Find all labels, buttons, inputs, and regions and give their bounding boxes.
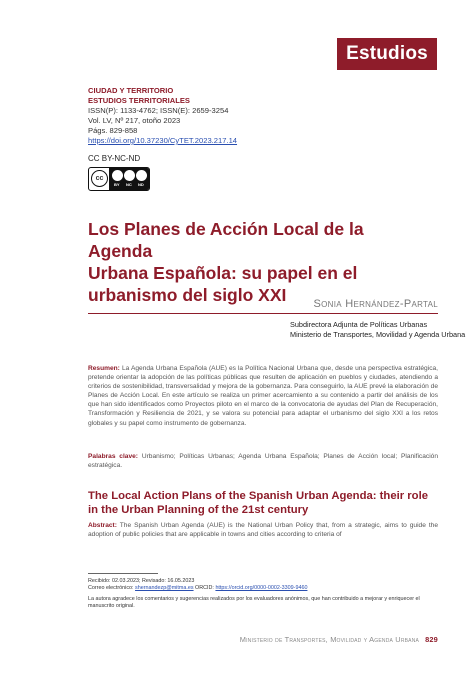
cc-label-by: BY [114,182,120,187]
affiliation-institution: Ministerio de Transportes, Movilidad y Agenda Urbana [290,329,466,339]
journal-meta [88,86,237,146]
cc-label-nc: NC [126,182,132,187]
footnotes [88,578,438,611]
resumen-label: Resumen: [88,365,120,372]
journal-name: CIUDAD Y TERRITORIO [88,86,174,95]
page-footer [240,635,438,644]
orcid-link[interactable]: https://orcid.org/0000-0002-3309-9460 [215,585,308,592]
acknowledgement: La autora agradece los comentarios y sugerencias realizados por los evaluadores anónimos, que han contribuido a mejorar y enriquecer el manuscrito original. [88,595,420,610]
title-line: Urbana Española: su papel en el [88,263,358,283]
palabras-clave [88,452,438,470]
palabras-label: Palabras clave: [88,453,139,460]
pages: Págs. 829-858 [88,126,138,135]
abstract [88,521,438,539]
resumen [88,364,438,428]
email-label: Correo electrónico: [88,585,136,592]
license-text: CC BY-NC-ND [88,154,141,163]
author-name: Sonia Hernández-Partal [313,298,438,310]
by-icon [112,170,123,181]
nd-icon [136,170,147,181]
affiliation-role: Subdirectora Adjunta de Políticas Urbanas [290,320,428,329]
author-rule [88,313,438,314]
page-number: 829 [425,635,438,644]
abstract-label: Abstract: [88,522,117,529]
title-line: urbanismo del siglo XXI [88,285,287,305]
issn: ISSN(P): 1133-4762; ISSN(E): 2659-3254 [88,106,229,115]
author-affiliation [290,320,465,339]
email-link[interactable]: shernandezp@mitma.es [135,585,194,592]
nc-icon [124,170,135,181]
footer-ministry: Ministerio de Transportes, Movilidad y Agenda Urbana [239,635,420,644]
orcid-label: ORCID: [193,585,216,592]
section-badge: Estudios [337,38,437,70]
doi-link[interactable]: https://doi.org/10.37230/CyTET.2023.217.14 [88,136,238,145]
received-dates: Recibido: 02.03.2023; Revisado: 16.05.2023 [88,578,195,584]
cc-icon: cc [91,170,108,187]
cc-label-nd: ND [138,182,144,187]
palabras-text: Urbanismo; Políticas Urbanas; Agenda Urbana Española; Planes de Acción local; Planificación estratégica. [88,453,438,470]
journal-series: ESTUDIOS TERRITORIALES [88,96,190,105]
article-title [88,218,428,306]
volume: Vol. LV, Nº 217, otoño 2023 [88,116,181,125]
abstract-text: The Spanish Urban Agenda (AUE) is the National Urban Policy that, from a strategic, aims to guide the adoption of public policies that are applicable in towns and cities according to criteria of [88,522,438,539]
footnote-rule [88,573,158,574]
cc-license-logo[interactable] [88,167,150,191]
contact-line [88,585,438,592]
resumen-text: La Agenda Urbana Española (AUE) es la Política Nacional Urbana que, desde una perspectiva estratégica, pretende orientar la adopción de las políticas públicas que resulten de aplicación en pueblos y ciudades, atendiendo a criterios de sostenibilidad, transversalidad y mejora de la gobernanza. Para conseguirlo, la AUE prevé la elaboración de Planes de Acción Local. En este artículo se realiza un primer acercamiento a su contenido a partir del análisis de los que han sido identificados como Proyectos piloto en el marco de la convocatoria de ayudas del Plan de Recuperación, Transformación y Resiliencia de 2021, y se valora su potencial para adaptar el urbanismo del siglo XXI a los retos globales y su papel como instrumento de gobernanza. [88,365,438,427]
english-title: The Local Action Plans of the Spanish Urban Agenda: their role in the Urban Planning of the 21st century [88,490,428,516]
title-line: Los Planes de Acción Local de la Agenda [88,219,364,261]
cc-band [109,168,149,190]
